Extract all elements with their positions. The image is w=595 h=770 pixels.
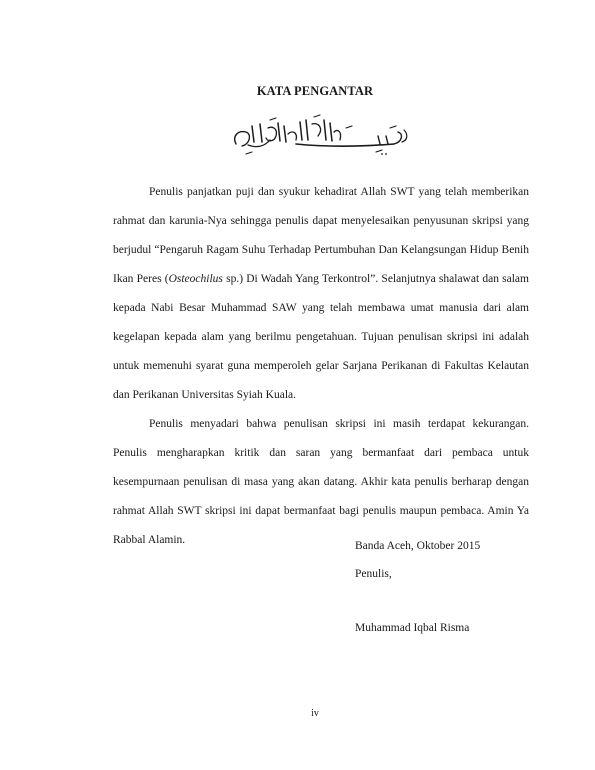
- basmalah-calligraphy: [226, 114, 416, 158]
- signature-place-date: Banda Aceh, Oktober 2015: [355, 540, 481, 552]
- body-text: [113, 178, 529, 555]
- paragraph-1: Penulis panjatkan puji dan syukur kehadirat Allah SWT yang telah memberikan rahmat dan karunia-Nya sehingga penulis dapat menyelesaikan penyusunan skripsi yang berjudul “Pengaruh Ragam Suhu Terhadap Pertumbuhan Dan Kelangsungan Hidup Benih Ikan Peres (Osteochilus sp.) Di Wadah Yang Terkontrol”. Selanjutnya shalawat dan salam kepada Nabi Besar Muhammad SAW yang telah membawa umat manusia dari alam kegelapan kepada alam yang berilmu pengetahuan. Tujuan penulisan skripsi ini adalah untuk memenuhi syarat guna memperoleh gelar Sarjana Perikanan di Fakultas Kelautan dan Perikanan Universitas Syiah Kuala.: [113, 186, 529, 401]
- signature-role: Penulis,: [355, 568, 392, 580]
- page-title: KATA PENGANTAR: [256, 84, 374, 98]
- signature-name: Muhammad Iqbal Risma: [355, 622, 470, 634]
- page-number: iv: [311, 708, 319, 719]
- paragraph-2: Penulis menyadari bahwa penulisan skripsi ini masih terdapat kekurangan. Penulis mengharapkan kritik dan saran yang bermanfaat dari pembaca untuk kesempurnaan penulisan di masa yang akan datang. Akhir kata penulis berharap dengan rahmat Allah SWT skripsi ini dapat bermanfaat bagi penulis maupun pembaca. Amin Ya Rabbal Alamin.: [113, 418, 529, 546]
- italic-species-name: Osteochilus: [168, 273, 223, 285]
